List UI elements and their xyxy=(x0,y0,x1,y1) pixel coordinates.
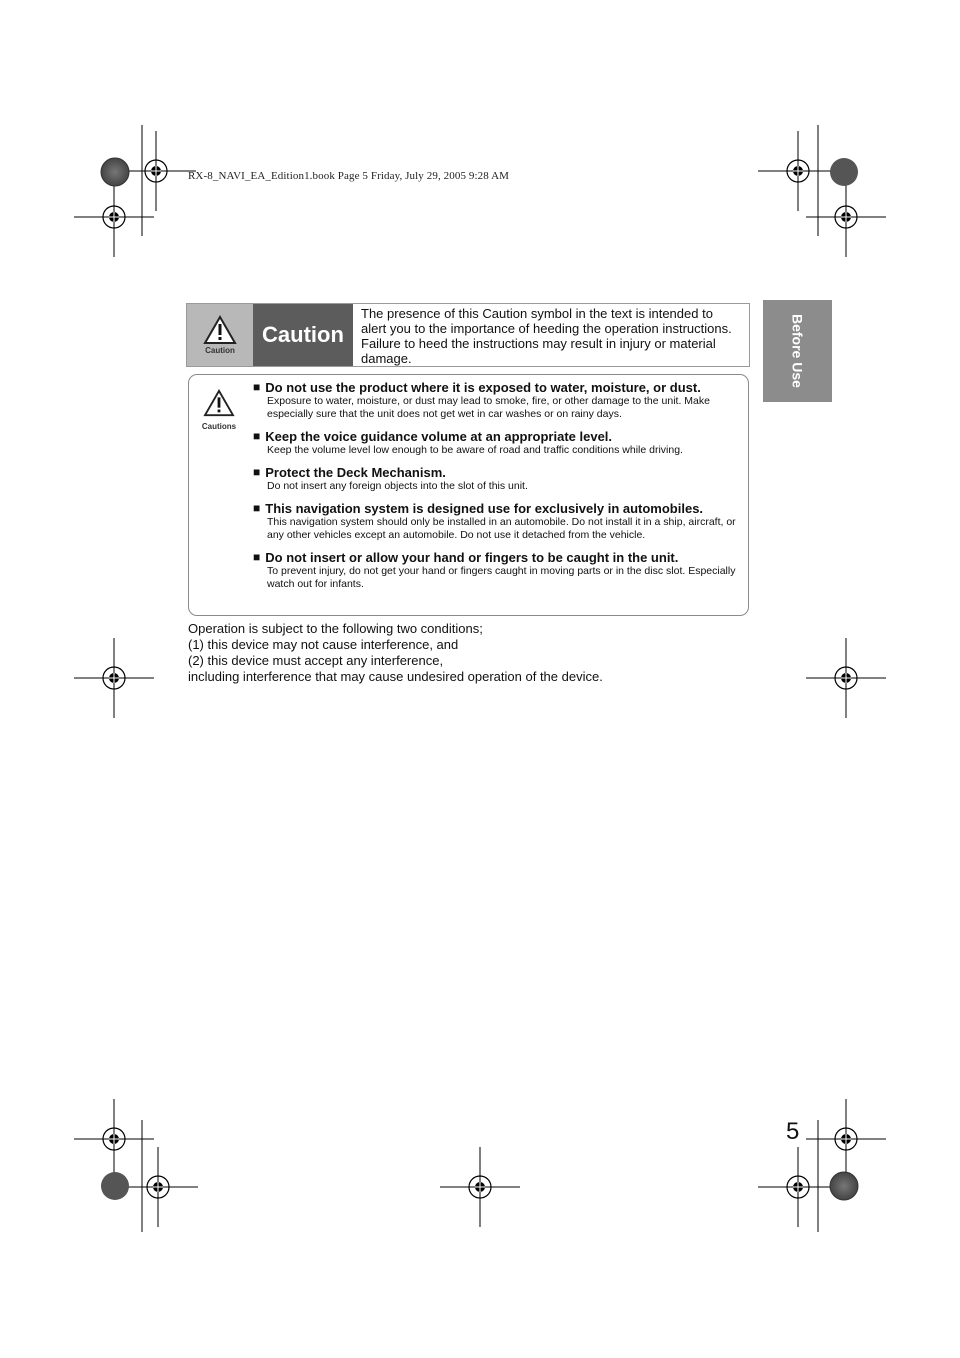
caution-item-heading: Do not insert or allow your hand or fingers to be caught in the unit. xyxy=(265,550,679,565)
cautions-box xyxy=(188,374,749,616)
caution-item-body: To prevent injury, do not get your hand or fingers caught in moving parts or in the disc slot. Especially watch out for infants. xyxy=(267,565,736,590)
caution-item-heading: Do not use the product where it is exposed to water, moisture, or dust. xyxy=(265,380,701,395)
conditions-line: Operation is subject to the following two conditions; xyxy=(188,621,483,636)
registration-target-icon xyxy=(440,1147,520,1227)
square-bullet-icon: ■ xyxy=(253,501,261,515)
section-tab-label: Before Use xyxy=(789,314,806,388)
caution-item xyxy=(253,501,742,542)
conditions-line: (1) this device may not cause interference, and xyxy=(188,637,459,652)
caution-item xyxy=(253,380,742,421)
registration-target-icon xyxy=(806,638,886,718)
caution-description: The presence of this Caution symbol in the text is intended to alert you to the importance of heeding the operation instructions. Failure to heed the instructions may result in injury or material damage. xyxy=(361,306,732,366)
caution-item-body: Exposure to water, moisture, or dust may lead to smoke, fire, or other damage to the unit. Make especially sure that the unit does not get wet in car washes or on rainy days. xyxy=(267,395,710,420)
cautions-icon-label: Cautions xyxy=(201,422,237,431)
registration-target-icon xyxy=(758,1147,838,1227)
section-tab xyxy=(763,300,832,402)
registration-target-icon xyxy=(118,1147,198,1227)
gray-disc-icon xyxy=(101,1172,129,1200)
caution-item-heading: Keep the voice guidance volume at an appropriate level. xyxy=(265,429,613,444)
square-bullet-icon: ■ xyxy=(253,550,261,564)
caution-banner xyxy=(186,303,750,367)
square-bullet-icon: ■ xyxy=(253,380,261,394)
caution-banner-icon-cell xyxy=(187,304,253,366)
caution-item-body: Keep the volume level low enough to be aware of road and traffic conditions while driving. xyxy=(267,444,683,456)
cautions-icon-block xyxy=(199,389,239,431)
caution-title-cell xyxy=(253,304,353,366)
caution-icon-label: Caution xyxy=(205,346,235,355)
warning-triangle-icon xyxy=(203,389,235,417)
registration-target-icon xyxy=(74,638,154,718)
starburst-icon xyxy=(101,158,129,186)
conditions-line: (2) this device must accept any interference, xyxy=(188,653,444,668)
caution-items-list xyxy=(253,380,742,599)
caution-item xyxy=(253,550,742,591)
starburst-icon xyxy=(830,1172,858,1200)
book-header-info: RX-8_NAVI_EA_Edition1.book Page 5 Friday, July 29, 2005 9:28 AM xyxy=(188,170,510,182)
conditions-line: including interference that may cause undesired operation of the device. xyxy=(188,669,603,684)
page-number: 5 xyxy=(786,1118,800,1145)
caution-item xyxy=(253,465,742,493)
caution-title: Caution xyxy=(262,322,344,347)
square-bullet-icon: ■ xyxy=(253,429,261,443)
registration-target-icon xyxy=(758,131,838,211)
caution-item-body: Do not insert any foreign objects into the slot of this unit. xyxy=(267,480,528,492)
warning-triangle-icon xyxy=(203,315,237,345)
square-bullet-icon: ■ xyxy=(253,465,261,479)
gray-disc-icon xyxy=(830,158,858,186)
operating-conditions xyxy=(188,621,603,685)
caution-item xyxy=(253,429,742,457)
caution-item-heading: This navigation system is designed use for exclusively in automobiles. xyxy=(265,501,704,516)
caution-item-body: This navigation system should only be installed in an automobile. Do not install it in a ship, aircraft, or any other vehicles except an automobile. Do not use it detached from the vehicle. xyxy=(267,516,736,541)
caution-item-heading: Protect the Deck Mechanism. xyxy=(265,465,446,480)
